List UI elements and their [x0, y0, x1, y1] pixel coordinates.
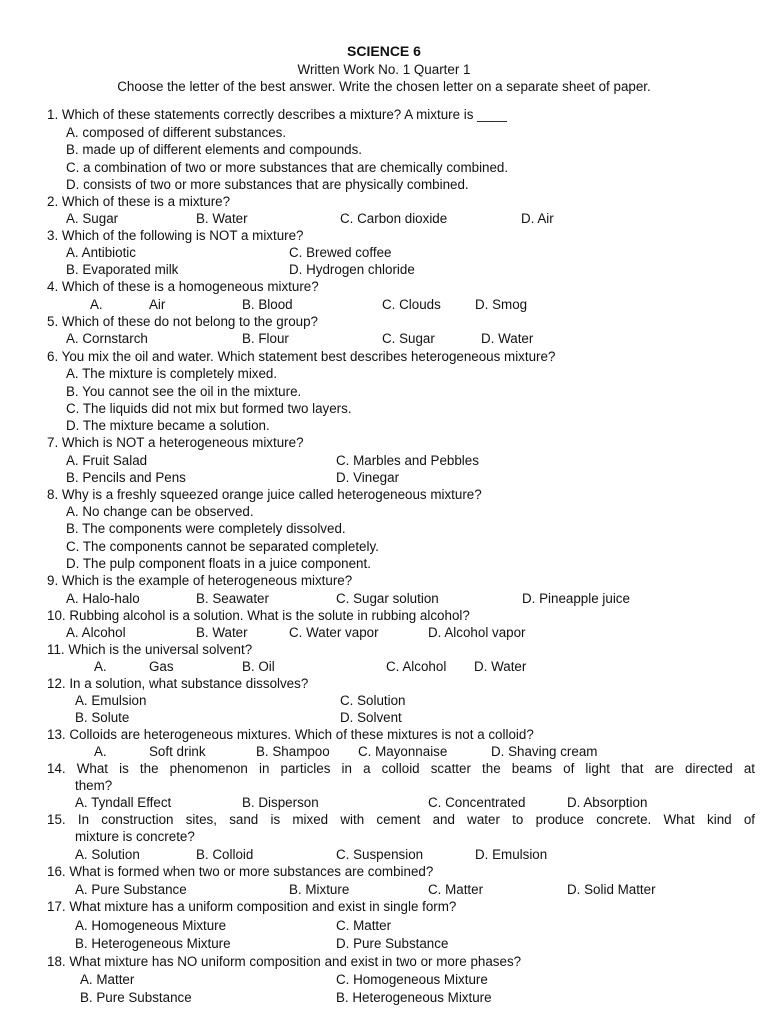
question-12: 12. In a solution, what substance dissolves?	[47, 676, 309, 691]
option: B. Shampoo	[256, 744, 330, 759]
question-6: 6. You mix the oil and water. Which statement best describes heterogeneous mixture?	[47, 349, 556, 364]
option: C. Carbon dioxide	[340, 211, 448, 226]
question-13: 13. Colloids are heterogeneous mixtures. Which of these mixtures is not a colloid?	[47, 727, 534, 742]
option: B. Water	[196, 625, 248, 640]
option: A. Sugar	[66, 211, 119, 226]
question-5: 5. Which of these do not belong to the group?	[47, 314, 318, 329]
question-15-continued: mixture is concrete?	[75, 829, 195, 844]
option: A. The mixture is completely mixed.	[66, 366, 278, 381]
option: C. a combination of two or more substances that are chemically combined.	[66, 160, 509, 175]
option: A. Matter	[80, 972, 135, 987]
option: B. Blood	[242, 297, 293, 312]
option: A.	[94, 659, 107, 674]
option: A. Alcohol	[66, 625, 126, 640]
option: C. Matter	[428, 882, 484, 897]
option: B. made up of different elements and compounds.	[66, 142, 363, 157]
option: C. The liquids did not mix but formed two layers.	[66, 401, 352, 416]
option: A.	[90, 297, 103, 312]
option: B. Colloid	[196, 847, 254, 862]
question-14: 14. What is the phenomenon in particles in a colloid scatter the beams of light that are directed at	[47, 761, 755, 776]
option: D. Water	[474, 659, 527, 674]
option: C. Homogeneous Mixture	[336, 972, 488, 987]
question-2: 2. Which of these is a mixture?	[47, 194, 231, 209]
question-18: 18. What mixture has NO uniform composition and exist in two or more phases?	[47, 954, 522, 969]
question-1: 1. Which of these statements correctly describes a mixture? A mixture is ____	[47, 107, 507, 122]
question-14-continued: them?	[75, 778, 113, 793]
question-16: 16. What is formed when two or more substances are combined?	[47, 864, 434, 879]
option: B. Evaporated milk	[66, 262, 179, 277]
option: Soft drink	[149, 744, 206, 759]
question-17: 17. What mixture has a uniform composition and exist in single form?	[47, 899, 457, 914]
option: D. Smog	[475, 297, 528, 312]
option: D. Emulsion	[475, 847, 548, 862]
question-10: 10. Rubbing alcohol is a solution. What is the solute in rubbing alcohol?	[47, 608, 470, 623]
option: D. Vinegar	[336, 470, 400, 485]
option: Air	[149, 297, 166, 312]
page-subtitle: Written Work No. 1 Quarter 1	[297, 62, 471, 77]
option: C. Alcohol	[386, 659, 447, 674]
option: D. Absorption	[567, 795, 648, 810]
option: B. Disperson	[242, 795, 319, 810]
question-15: 15. In construction sites, sand is mixed with cement and water to produce concrete. What kind of	[47, 812, 755, 827]
option: B. Pencils and Pens	[66, 470, 186, 485]
option: A. Antibiotic	[66, 245, 136, 260]
option: A. Emulsion	[75, 693, 147, 708]
option: C. Marbles and Pebbles	[336, 453, 479, 468]
option: B. Heterogeneous Mixture	[336, 990, 492, 1005]
option: A. Tyndall Effect	[75, 795, 172, 810]
option: D. Alcohol vapor	[428, 625, 526, 640]
option: C. The components cannot be separated completely.	[66, 539, 379, 554]
option: D. The mixture became a solution.	[66, 418, 270, 433]
option: C. Concentrated	[428, 795, 526, 810]
option: D. Air	[521, 211, 554, 226]
option: C. Mayonnaise	[358, 744, 448, 759]
option: C. Water vapor	[289, 625, 379, 640]
option: A. Solution	[75, 847, 140, 862]
option: C. Sugar	[382, 331, 435, 346]
option: B. Mixture	[289, 882, 350, 897]
option: A. Pure Substance	[75, 882, 187, 897]
option: B. Water	[196, 211, 248, 226]
option: B. Oil	[242, 659, 275, 674]
question-9: 9. Which is the example of heterogeneous mixture?	[47, 573, 353, 588]
option: B. Pure Substance	[80, 990, 192, 1005]
question-7: 7. Which is NOT a heterogeneous mixture?	[47, 435, 304, 450]
question-11: 11. Which is the universal solvent?	[47, 642, 253, 657]
option: C. Matter	[336, 918, 392, 933]
option: D. consists of two or more substances that are physically combined.	[66, 177, 469, 192]
option: B. You cannot see the oil in the mixture.	[66, 384, 302, 399]
option: D. Pure Substance	[336, 936, 449, 951]
option: A.	[94, 744, 107, 759]
option: A. Fruit Salad	[66, 453, 148, 468]
option: C. Sugar solution	[336, 591, 439, 606]
option: Gas	[149, 659, 174, 674]
option: A. Cornstarch	[66, 331, 148, 346]
option: B. Heterogeneous Mixture	[75, 936, 231, 951]
instructions: Choose the letter of the best answer. Write the chosen letter on a separate sheet of paper.	[117, 79, 651, 94]
option: D. Hydrogen chloride	[289, 262, 415, 277]
option: A. Halo-halo	[66, 591, 140, 606]
option: C. Brewed coffee	[289, 245, 392, 260]
option: D. Solid Matter	[567, 882, 656, 897]
option: D. Pineapple juice	[522, 591, 630, 606]
option: C. Solution	[340, 693, 406, 708]
option: D. The pulp component floats in a juice component.	[66, 556, 371, 571]
question-8: 8. Why is a freshly squeezed orange juice called heterogeneous mixture?	[47, 487, 482, 502]
option: C. Clouds	[382, 297, 441, 312]
option: B. Flour	[242, 331, 289, 346]
option: B. Solute	[75, 710, 130, 725]
option: A. No change can be observed.	[66, 504, 254, 519]
option: B. Seawater	[196, 591, 269, 606]
page-title: SCIENCE 6	[347, 43, 421, 59]
option: B. The components were completely dissolved.	[66, 521, 346, 536]
option: C. Suspension	[336, 847, 424, 862]
option: A. composed of different substances.	[66, 125, 287, 140]
option: D. Solvent	[340, 710, 402, 725]
question-4: 4. Which of these is a homogeneous mixture?	[47, 279, 319, 294]
question-3: 3. Which of the following is NOT a mixture?	[47, 228, 304, 243]
option: A. Homogeneous Mixture	[75, 918, 227, 933]
option: D. Shaving cream	[491, 744, 598, 759]
option: D. Water	[481, 331, 534, 346]
